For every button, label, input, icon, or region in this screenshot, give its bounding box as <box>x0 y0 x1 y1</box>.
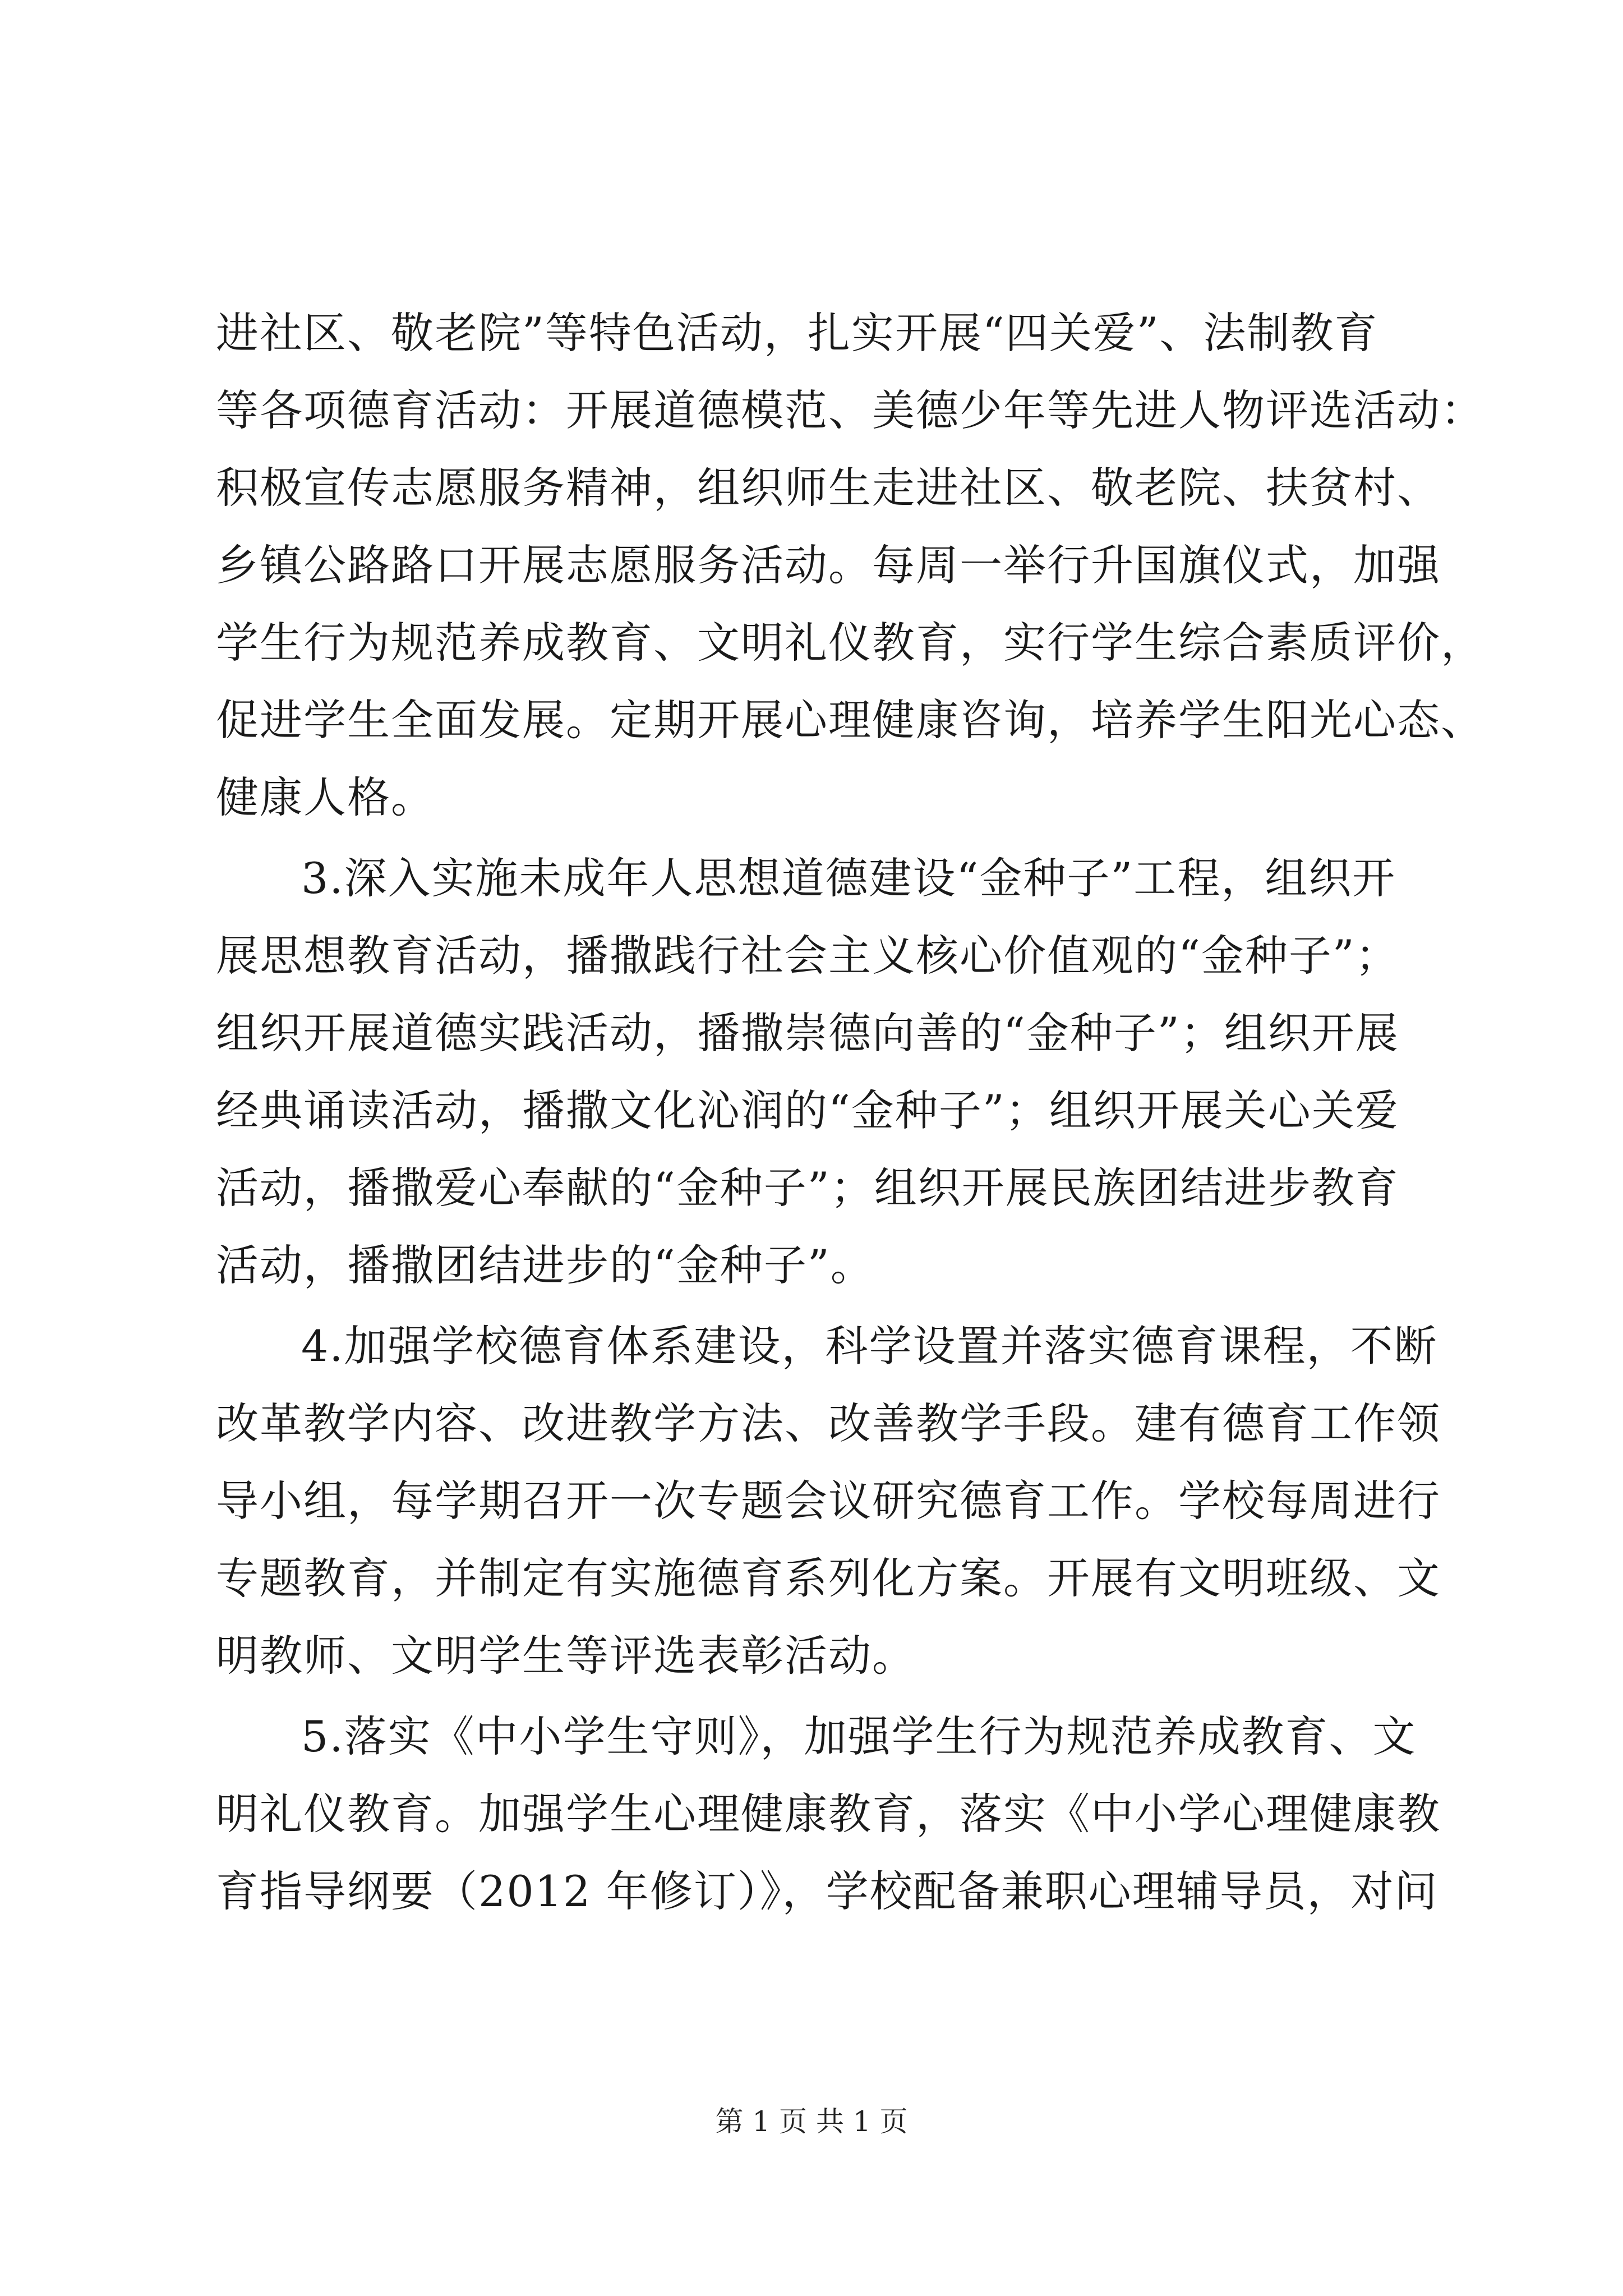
text-line: 专题教育，并制定有实施德育系列化方案。开展有文明班级、文 <box>216 1553 1441 1603</box>
text-line: 促进学生全面发展。定期开展心理健康咨询，培养学生阳光心态、 <box>216 695 1484 745</box>
text-line: 等各项德育活动：开展道德模范、美德少年等先进人物评选活动： <box>216 385 1484 435</box>
paragraph-item-5 <box>216 1698 1441 1930</box>
text-line: 组织开展道德实践活动，播撒崇德向善的“金种子”；组织开展 <box>216 1008 1399 1058</box>
page-footer <box>0 2105 1623 2138</box>
text-line: 进社区、敬老院”等特色活动，扎实开展“四关爱”、法制教育 <box>216 308 1378 358</box>
text-line: 3.深入实施未成年人思想道德建设“金种子”工程，组织开 <box>301 853 1396 903</box>
text-line: 活动，播撒团结进步的“金种子”。 <box>216 1240 874 1290</box>
paragraph-continuation <box>216 295 1484 836</box>
text-line: 健康人格。 <box>216 772 435 822</box>
text-line: 导小组，每学期召开一次专题会议研究德育工作。学校每周进行 <box>216 1476 1441 1526</box>
text-line: 乡镇公路路口开展志愿服务活动。每周一举行升国旗仪式，加强 <box>216 540 1441 590</box>
document-body <box>216 295 1484 1930</box>
text-line: 明教师、文明学生等评选表彰活动。 <box>216 1631 916 1681</box>
text-line: 5.落实《中小学生守则》，加强学生行为规范养成教育、文 <box>301 1711 1417 1761</box>
text-line: 育指导纲要（2012 年修订）》，学校配备兼职心理辅导员，对问 <box>216 1866 1438 1916</box>
paragraph-item-4 <box>216 1308 1441 1695</box>
text-line: 学生行为规范养成教育、文明礼仪教育，实行学生综合素质评价， <box>216 618 1484 668</box>
paragraph-item-3 <box>216 840 1422 1304</box>
text-line: 展思想教育活动，播撒践行社会主义核心价值观的“金种子”； <box>216 931 1399 981</box>
text-line: 活动，播撒爱心奉献的“金种子”；组织开展民族团结进步教育 <box>216 1163 1399 1213</box>
text-line: 4.加强学校德育体系建设，科学设置并落实德育课程，不断 <box>301 1321 1438 1371</box>
text-line: 积极宣传志愿服务精神，组织师生走进社区、敬老院、扶贫村、 <box>216 463 1441 513</box>
page-number-label: 第 1 页 共 1 页 <box>715 2105 908 2138</box>
text-line: 改革教学内容、改进教学方法、改善教学手段。建有德育工作领 <box>216 1398 1441 1448</box>
text-line: 经典诵读活动，播撒文化沁润的“金种子”；组织开展关心关爱 <box>216 1085 1399 1135</box>
text-line: 明礼仪教育。加强学生心理健康教育，落实《中小学心理健康教 <box>216 1789 1441 1839</box>
